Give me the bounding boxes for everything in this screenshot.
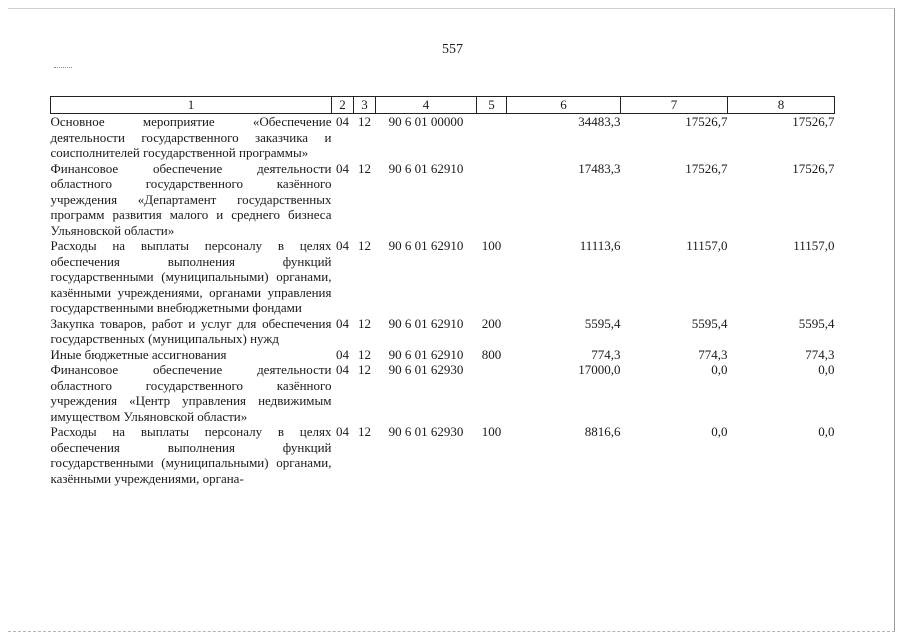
row-value-col7: 11157,0 (686, 238, 728, 253)
column-header: 2 (332, 97, 354, 114)
table-row (51, 424, 835, 486)
row-expense-type: 100 (481, 238, 502, 253)
row-name: Закупка товаров, работ и услуг для обеспечения государственных (муниципальных) нужд (50, 315, 332, 346)
row-subsection: 12 (358, 362, 371, 377)
row-value-col7: 0,0 (711, 362, 728, 377)
column-header: 6 (507, 97, 621, 114)
table-row (51, 238, 835, 316)
row-target-article: 90 6 01 62930 (388, 362, 464, 377)
row-subsection: 12 (358, 315, 371, 331)
row-name: Финансовое обеспечение деятельности областного государственного казённого учреждения «Центр управления недвижимым имуществом Ульяновской области» (50, 362, 332, 424)
row-value-col8: 5595,4 (798, 315, 835, 331)
row-value-col7: 5595,4 (691, 315, 728, 331)
column-header: 3 (354, 97, 376, 114)
row-value-col8: 17526,7 (792, 114, 835, 129)
table-row (51, 362, 835, 424)
row-expense-type: 200 (481, 315, 502, 331)
row-value-col8: 0,0 (818, 424, 835, 439)
row-section: 04 (336, 114, 349, 129)
row-subsection: 12 (358, 424, 371, 439)
table-row (51, 114, 835, 161)
row-target-article: 90 6 01 62930 (388, 424, 464, 439)
row-section: 04 (336, 424, 349, 439)
table-row (51, 316, 835, 347)
row-subsection: 12 (358, 114, 371, 129)
row-value-col6: 34483,3 (578, 114, 621, 129)
row-subsection: 12 (358, 160, 371, 176)
row-expense-type (477, 362, 507, 424)
row-value-col8: 0,0 (818, 362, 835, 377)
row-target-article: 90 6 01 62910 (388, 238, 464, 253)
row-target-article: 90 6 01 62910 (388, 346, 464, 362)
table-row (51, 161, 835, 239)
column-header: 7 (621, 97, 728, 114)
row-expense-type: 800 (481, 346, 502, 362)
row-section: 04 (336, 238, 349, 253)
row-expense-type (477, 161, 507, 239)
row-value-col6: 17483,3 (578, 160, 621, 176)
row-value-col8: 774,3 (805, 346, 835, 362)
page-number: 557 (442, 42, 463, 57)
row-value-col8: 11157,0 (793, 238, 835, 253)
scan-bottom-edge (8, 631, 895, 632)
row-value-col7: 17526,7 (685, 114, 728, 129)
row-name: Расходы на выплаты персоналу в целях обеспечения выполнения функций государственными (муниципальными) органами, казёнными учреждениями, органа- (50, 424, 332, 486)
row-section: 04 (336, 346, 349, 362)
budget-table (50, 96, 835, 486)
column-header: 1 (51, 97, 332, 114)
row-expense-type: 100 (481, 424, 502, 439)
row-subsection: 12 (358, 346, 371, 362)
row-name: Основное мероприятие «Обеспечение деятельности государственного заказчика и соисполнителей государственной программы» (50, 114, 332, 160)
row-expense-type (477, 114, 507, 161)
scan-artifact (54, 67, 72, 70)
row-name: Финансовое обеспечение деятельности областного государственного казённого учреждения «Департамент государственных программ развития малого и среднего бизнеса Ульяновской области» (50, 160, 332, 238)
row-value-col6: 774,3 (591, 346, 621, 362)
row-value-col7: 17526,7 (685, 160, 728, 176)
row-target-article: 90 6 01 00000 (388, 114, 464, 129)
row-target-article: 90 6 01 62910 (388, 315, 464, 331)
column-header: 5 (477, 97, 507, 114)
row-value-col6: 8816,6 (584, 424, 621, 439)
row-value-col7: 774,3 (698, 346, 728, 362)
row-name: Иные бюджетные ассигнования (50, 346, 227, 362)
table-row (51, 347, 835, 363)
row-subsection: 12 (358, 238, 371, 253)
row-value-col7: 0,0 (711, 424, 728, 439)
row-value-col6: 11113,6 (579, 238, 621, 253)
column-header: 4 (376, 97, 477, 114)
row-section: 04 (336, 160, 349, 176)
row-value-col6: 5595,4 (584, 315, 621, 331)
table-header-row (51, 97, 835, 114)
row-name: Расходы на выплаты персоналу в целях обеспечения выполнения функций государственными (муниципальными) органами, казёнными учреждениями, органами управления государственными внебюджетными фондами (50, 238, 332, 315)
row-target-article: 90 6 01 62910 (388, 160, 464, 176)
row-section: 04 (336, 362, 349, 377)
row-value-col8: 17526,7 (792, 160, 835, 176)
column-header: 8 (728, 97, 835, 114)
row-section: 04 (336, 315, 349, 331)
row-value-col6: 17000,0 (578, 362, 621, 377)
